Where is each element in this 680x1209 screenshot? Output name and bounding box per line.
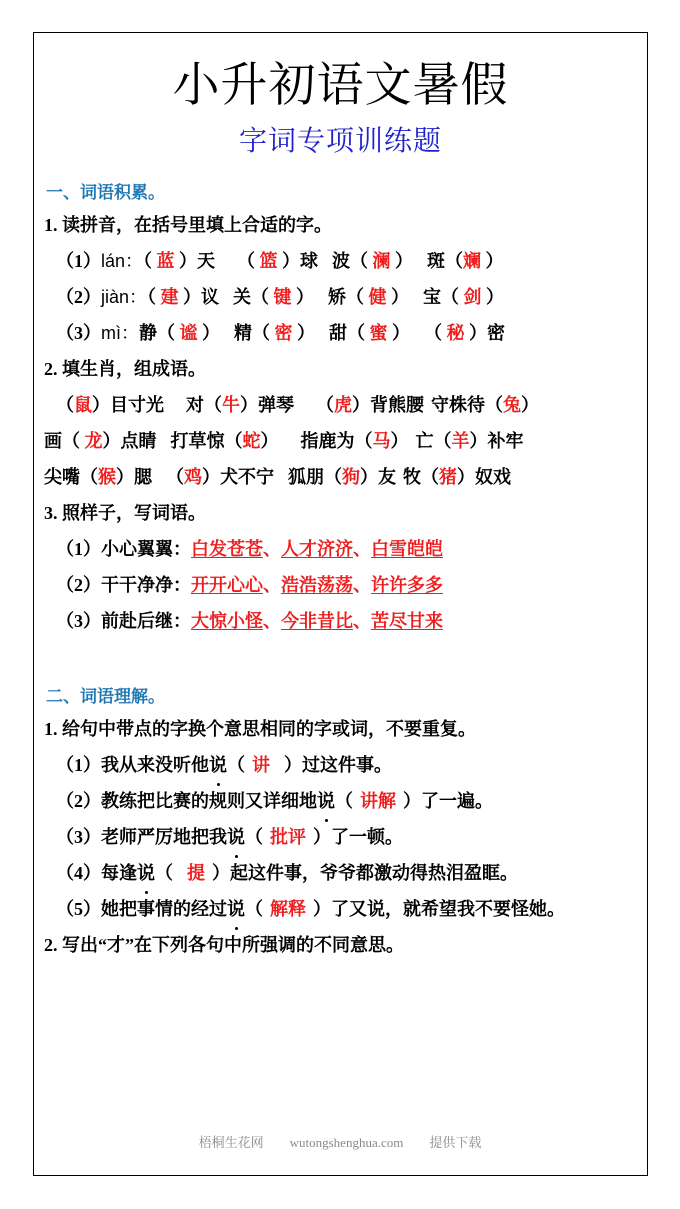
blank-pre: 静（ — [139, 323, 180, 343]
blank-post: ） — [390, 251, 414, 271]
idiom-post: ）腮 — [116, 467, 152, 487]
synonym-item-4: （4）每逢说（ 提 ）起这件事，爷爷都激动得热泪盈眶。 — [56, 855, 639, 891]
blank-post: ）球 — [277, 251, 319, 271]
synonym-item-5: （5）她把事情的经过说（ 解释 ）了又说，就希望我不要怪她。 — [56, 891, 639, 927]
sample-word: 前赴后继： — [101, 611, 191, 631]
idiom-pre: 打草惊（ — [170, 431, 243, 451]
dotted-char: 说 — [317, 783, 335, 819]
footer-note: 提供下载 — [429, 1135, 482, 1150]
answer-text: 蜜 — [369, 323, 388, 343]
idiom-post: ）背熊腰 — [352, 395, 424, 415]
idiom-pre: 守株待（ — [431, 395, 503, 415]
blank-post: ） — [197, 323, 220, 343]
blank-post: ） — [481, 251, 504, 271]
question-2-2-prompt: 2. 写出“才”在下列各句中所强调的不同意思。 — [44, 935, 404, 955]
synonym-item-3: （3）老师严厉地把我说（ 批评 ）了一顿。 — [56, 819, 639, 855]
blank-post: ） — [386, 287, 410, 307]
answer-text: 健 — [368, 287, 387, 307]
idiom-pre: 牧（ — [403, 467, 439, 487]
idiom-post: ）犬不宁 — [202, 467, 274, 487]
answer-text: 讲解 — [360, 791, 396, 811]
answer-text: 解释 — [270, 899, 306, 919]
separator: 、 — [263, 575, 281, 595]
sentence-before: 她把事情的经过 — [101, 899, 227, 919]
idiom-pre: 对（ — [186, 395, 222, 415]
answer-text: 狗 — [342, 467, 360, 487]
pattern-item-3 — [56, 603, 639, 639]
blank-post: ） — [387, 323, 410, 343]
sentence-after: 了一顿。 — [331, 827, 403, 847]
idiom-post: ） — [521, 395, 539, 415]
answer-text: 谧 — [179, 323, 198, 343]
answer-text: 讲 — [252, 755, 270, 775]
blank-pre: （ — [143, 251, 157, 271]
idiom-pre: 画（ — [44, 431, 85, 451]
section-heading-two: 二、词语理解。 — [46, 687, 165, 706]
idiom-pre: （ — [316, 395, 334, 415]
zodiac-line-2 — [44, 423, 639, 459]
blank-post: ）密 — [464, 323, 505, 343]
pinyin-label: lán： — [101, 251, 144, 271]
answer-text: 马 — [372, 431, 391, 451]
answer-text: 建 — [160, 287, 179, 307]
idiom-post: ） — [390, 431, 409, 451]
answer-text: 浩浩荡荡 — [281, 575, 353, 595]
answer-text: 猴 — [98, 467, 116, 487]
pattern-item-1 — [56, 531, 639, 567]
item-label: （4） — [56, 863, 101, 883]
separator: 、 — [353, 611, 371, 631]
pinyin-label: jiàn： — [101, 287, 148, 307]
answer-text: 羊 — [451, 431, 470, 451]
sentence-after: 过这件事。 — [302, 755, 392, 775]
separator: 、 — [353, 539, 371, 559]
answer-text: 键 — [273, 287, 292, 307]
answer-text: 大惊小怪 — [191, 611, 263, 631]
question-1-2-prompt: 2. 填生肖，组成语。 — [44, 359, 206, 379]
blank-post: ） — [292, 323, 315, 343]
sentence-before: 教练把比赛的规则又详细地 — [101, 791, 317, 811]
separator: 、 — [263, 539, 281, 559]
idiom-pre: 亡（ — [415, 431, 452, 451]
pinyin-label: mì： — [101, 323, 139, 343]
answer-text: 鼠 — [74, 395, 92, 415]
answer-text: 密 — [274, 323, 293, 343]
answer-text: 人才济济 — [281, 539, 353, 559]
answer-text: 提 — [187, 863, 205, 883]
blank-pre: 宝（ — [423, 287, 464, 307]
item-label: （3） — [56, 611, 101, 631]
answer-text: 苦尽甘来 — [371, 611, 443, 631]
separator: 、 — [263, 611, 281, 631]
item-label: （2） — [56, 287, 101, 307]
sentence-before: 老师严厉地把我 — [101, 827, 227, 847]
sentence-after: 起这件事，爷爷都激动得热泪盈眶。 — [230, 863, 518, 883]
item-label: （3） — [56, 323, 101, 343]
idiom-pre: 狐朋（ — [288, 467, 342, 487]
blank-pre: （ — [147, 287, 161, 307]
answer-text: 篮 — [259, 251, 278, 271]
answer-text: 蓝 — [156, 251, 175, 271]
item-label: （5） — [56, 899, 101, 919]
answer-text: 鸡 — [184, 467, 202, 487]
question-1-3-prompt: 3. 照样子，写词语。 — [44, 503, 206, 523]
item-label: （2） — [56, 575, 101, 595]
footer-url: wutongshenghua.com — [289, 1135, 404, 1150]
worksheet-page — [33, 32, 648, 1176]
answer-text: 许许多多 — [371, 575, 443, 595]
footer-watermark — [0, 1134, 680, 1152]
answer-text: 秘 — [446, 323, 465, 343]
answer-text: 虎 — [334, 395, 352, 415]
answer-text: 批评 — [270, 827, 306, 847]
sample-word: 干干净净： — [101, 575, 191, 595]
answer-text: 剑 — [463, 287, 482, 307]
section-heading-one: 一、词语积累。 — [46, 183, 165, 202]
answer-text: 牛 — [222, 395, 240, 415]
answer-text: 澜 — [372, 251, 391, 271]
page-subtitle: 字词专项训练题 — [238, 126, 442, 157]
question-1-1-prompt: 1. 读拼音，在括号里填上合适的字。 — [44, 215, 332, 235]
blank-pre: 关（ — [233, 287, 274, 307]
idiom-post: ）奴戏 — [457, 467, 511, 487]
blank-pre: （ — [424, 323, 447, 343]
sentence-after: 了又说，就希望我不要怪她。 — [331, 899, 565, 919]
synonym-item-1: （1）我从来没听他说（ 讲 ）过这件事。 — [56, 747, 639, 783]
dotted-char: 说 — [227, 891, 245, 927]
pinyin-item-mi — [56, 315, 639, 351]
answer-text: 开开心心 — [191, 575, 263, 595]
answer-text: 猪 — [439, 467, 457, 487]
idiom-post: ） — [260, 431, 279, 451]
footer-site-name: 梧桐生花网 — [198, 1135, 264, 1150]
idiom-post: ）补牢 — [469, 431, 524, 451]
dotted-char: 说 — [137, 855, 155, 891]
page-title: 小升初语文暑假 — [172, 60, 509, 112]
zodiac-line-1 — [56, 387, 639, 423]
idiom-pre: 指鹿为（ — [300, 431, 373, 451]
blank-post: ） — [481, 287, 505, 307]
sample-word: 小心翼翼： — [101, 539, 191, 559]
idiom-pre: 尖嘴（ — [44, 467, 98, 487]
item-label: （2） — [56, 791, 101, 811]
sentence-after: 了一遍。 — [421, 791, 493, 811]
answer-text: 斓 — [463, 251, 482, 271]
idiom-post: ）弹琴 — [240, 395, 294, 415]
idiom-post: ）友 — [360, 467, 396, 487]
sentence-before: 每逢 — [101, 863, 137, 883]
question-2-1-prompt: 1. 给句中带点的字换个意思相同的字或词，不要重复。 — [44, 719, 476, 739]
blank-post: ） — [291, 287, 315, 307]
item-label: （1） — [56, 539, 101, 559]
pinyin-item-lan — [56, 243, 639, 279]
idiom-post: ）点睛 — [102, 431, 157, 451]
synonym-item-2: （2）教练把比赛的规则又详细地说（ 讲解 ）了一遍。 — [56, 783, 639, 819]
zodiac-line-3 — [44, 459, 639, 495]
answer-text: 白雪皑皑 — [371, 539, 443, 559]
blank-post: ）天 — [174, 251, 216, 271]
sentence-before: 我从来没听他 — [101, 755, 209, 775]
blank-pre: 甜（ — [329, 323, 370, 343]
idiom-pre: （ — [166, 467, 184, 487]
item-label: （1） — [56, 251, 101, 271]
item-label: （1） — [56, 755, 101, 775]
blank-post: ）议 — [178, 287, 220, 307]
answer-text: 今非昔比 — [281, 611, 353, 631]
answer-text: 白发苍苍 — [191, 539, 263, 559]
answer-text: 蛇 — [242, 431, 261, 451]
idiom-pre: （ — [56, 395, 74, 415]
blank-pre: 斑（ — [427, 251, 464, 271]
answer-text: 兔 — [503, 395, 521, 415]
dotted-char: 说 — [209, 747, 227, 783]
item-label: （3） — [56, 827, 101, 847]
blank-pre: 精（ — [234, 323, 275, 343]
idiom-post: ）目寸光 — [92, 395, 164, 415]
dotted-char: 说 — [227, 819, 245, 855]
pinyin-item-jian — [56, 279, 639, 315]
answer-text: 龙 — [84, 431, 103, 451]
pattern-item-2 — [56, 567, 639, 603]
blank-pre: 矫（ — [328, 287, 369, 307]
separator: 、 — [353, 575, 371, 595]
worksheet-content — [34, 55, 647, 963]
blank-pre: （ — [237, 251, 260, 271]
blank-pre: 波（ — [332, 251, 373, 271]
